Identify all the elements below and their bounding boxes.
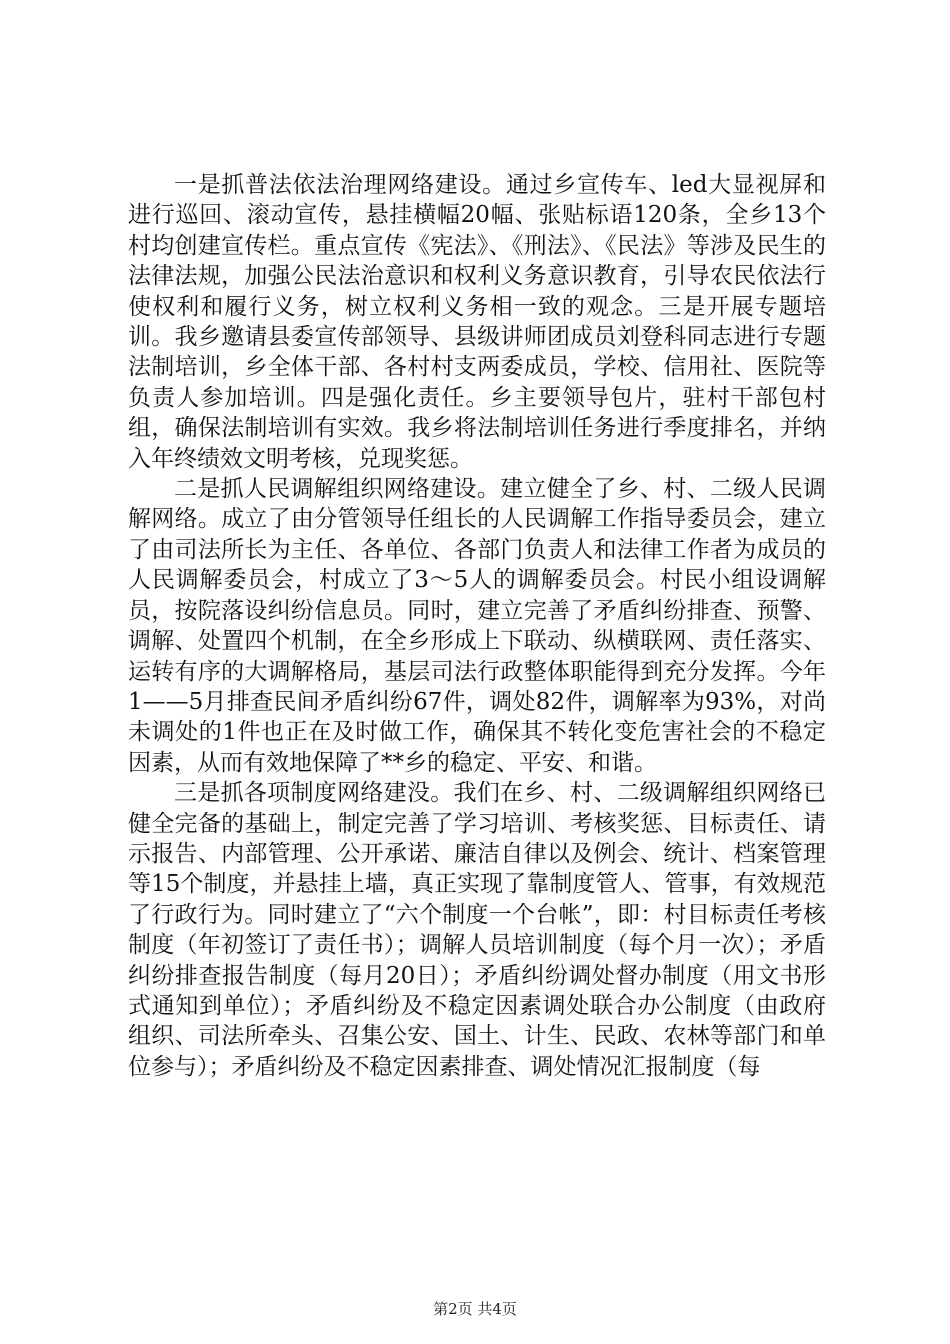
page-footer: 第2页 共4页 xyxy=(433,1300,517,1318)
document-body xyxy=(128,170,826,1082)
paragraph-2: 二是抓人民调解组织网络建设。建立健全了乡、村、二级人民调解网络。成立了由分管领导任组长的人民调解工作指导委员会，建立了由司法所长为主任、各单位、各部门负责人和法律工作者为成员的人民调解委员会，村成立了3～5人的调解委员会。村民小组设调解员，按院落设纠纷信息员。同时，建立完善了矛盾纠纷排查、预警、调解、处置四个机制，在全乡形成上下联动、纵横联网、责任落实、运转有序的大调解格局，基层司法行政整体职能得到充分发挥。今年1——5月排查民间矛盾纠纷67件，调处82件，调解率为93%，对尚未调处的1件也正在及时做工作，确保其不转化变危害社会的不稳定因素，从而有效地保障了**乡的稳定、平安、和谐。 xyxy=(128,476,826,776)
paragraph-3: 三是抓各项制度网络建没。我们在乡、村、二级调解组织网络已健全完备的基础上，制定完善了学习培训、考核奖惩、目标责任、请示报告、内部管理、公开承诺、廉洁自律以及例会、统计、档案管理等15个制度，并悬挂上墙，真正实现了靠制度管人、管事，有效规范了行政行为。同时建立了“六个制度一个台帐”，即：村目标责任考核制度（年初签订了责任书）；调解人员培训制度（每个月一次）；矛盾纠纷排查报告制度（每月20日）；矛盾纠纷调处督办制度（用文书形式通知到单位）；矛盾纠纷及不稳定因素调处联合办公制度（由政府组织、司法所牵头、召集公安、国土、计生、民政、农林等部门和单位参与）；矛盾纠纷及不稳定因素排查、调处情况汇报制度（每 xyxy=(128,780,826,1080)
paragraph-1: 一是抓普法依法治理网络建设。通过乡宣传车、led大显视屏和进行巡回、滚动宣传，悬挂横幅20幅、张贴标语120条，全乡13个村均创建宣传栏。重点宣传《宪法》、《刑法》、《民法》等涉及民生的法律法规，加强公民法治意识和权利义务意识教育，引导农民依法行使权利和履行义务，树立权利义务相一致的观念。三是开展专题培训。我乡邀请县委宣传部领导、县级讲师团成员刘登科同志进行专题法制培训，乡全体干部、各村村支两委成员，学校、信用社、医院等负责人参加培训。四是强化责任。乡主要领导包片，驻村干部包村组，确保法制培训有实效。我乡将法制培训任务进行季度排名，并纳入年终绩效文明考核，兑现奖惩。 xyxy=(128,172,826,472)
